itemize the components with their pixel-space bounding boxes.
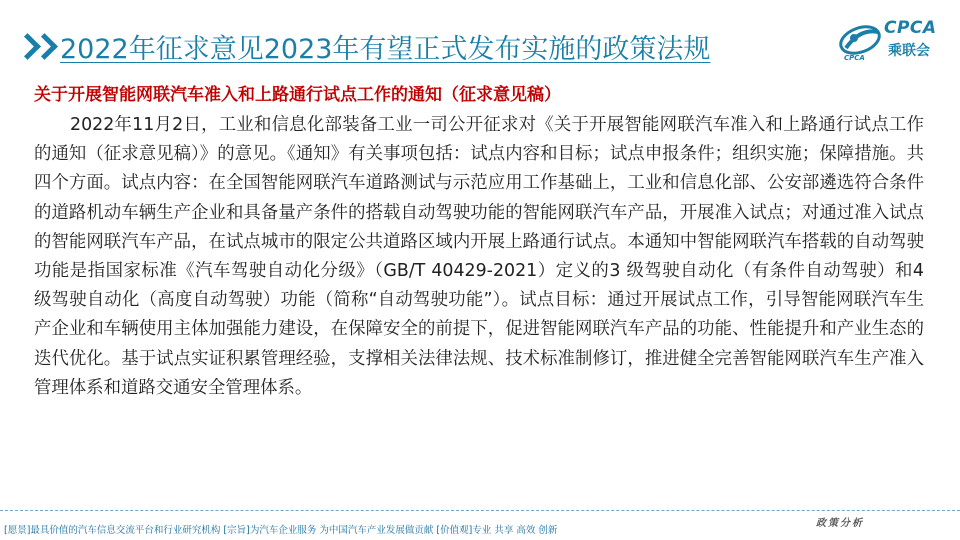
- footer-mission-text: [愿景]最具价值的汽车信息交流平台和行业研究机构 [宗旨]为汽车企业服务 为中国汽车产业发展做贡献 [价值观]专业 共享 高效 创新: [4, 525, 558, 536]
- logo-brand: CPCA: [884, 18, 937, 38]
- title-row: [18, 24, 710, 68]
- body-paragraph: 2022年11月2日，工业和信息化部装备工业一司公开征求对《关于开展智能网联汽车准入和上路通行试点工作的通知（征求意见稿）》的意见。《通知》有关事项包括：试点内容和目标；试点申报条件；组织实施；保障措施。共四个方面。试点内容：在全国智能网联汽车道路测试与示范应用工作基础上，工业和信息化部、公安部遴选符合条件的道路机动车辆生产企业和具备量产条件的搭载自动驾驶功能的智能网联汽车产品，开展准入试点；对通过准入试点的智能网联汽车产品，在试点城市的限定公共道路区域内开展上路通行试点。本通知中智能网联汽车搭载的自动驾驶功能是指国家标准《汽车驾驶自动化分级》（GB/T 40429-2021）定义的3 级驾驶自动化（有条件自动驾驶）和4 级驾驶自动化（高度自动驾驶）功能（简称“自动驾驶功能”）。试点目标：通过开展试点工作，引导智能网联汽车生产企业和车辆使用主体加强能力建设，在保障安全的前提下，促进智能网联汽车产品的功能、性能提升和产业生态的迭代优化。基于试点实证积累管理经验，支撑相关法律法规、技术标准制修订，推进健全完善智能网联汽车生产准入管理体系和道路交通安全管理体系。: [34, 115, 924, 398]
- footer-section-label: 政策分析: [816, 518, 864, 529]
- cpca-logo: [838, 18, 950, 64]
- double-chevron-icon: [18, 37, 52, 56]
- logo-small-text: CPCA: [844, 54, 865, 62]
- page-title: 2022年征求意见2023年有望正式发布实施的政策法规: [60, 33, 711, 65]
- logo-cn-name: 乘联会: [888, 43, 930, 59]
- section-subtitle: 关于开展智能网联汽车准入和上路通行试点工作的通知（征求意见稿）: [34, 85, 561, 105]
- footer-divider: [0, 510, 960, 511]
